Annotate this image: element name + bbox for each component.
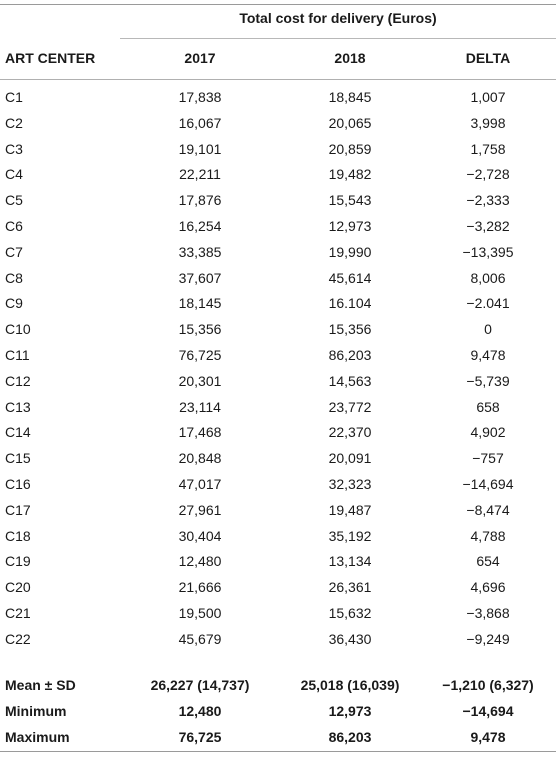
table-cell: 18,145	[178, 295, 222, 312]
table-cell: −757	[472, 450, 504, 467]
top-rule	[0, 4, 556, 5]
table-cell: 12,973	[328, 217, 372, 234]
table-cell: 14,563	[328, 372, 372, 389]
table-cell: 15,356	[328, 321, 372, 338]
summary-row	[0, 699, 556, 725]
table-cell: 26,227 (14,737)	[150, 677, 250, 693]
table-cell: 4,788	[470, 527, 506, 544]
table-cell: 20,091	[328, 450, 372, 467]
summary-row	[0, 673, 556, 699]
table-cell: 19,990	[328, 243, 372, 260]
table-cell: 35,192	[328, 527, 372, 544]
table-cell: 20,301	[178, 372, 222, 389]
table-cell: −14,694	[462, 475, 514, 492]
table-cell: 8,006	[470, 269, 506, 286]
table-cell: 25,018 (16,039)	[300, 677, 400, 693]
row-label: C18	[5, 527, 31, 544]
table-cell: 20,065	[328, 114, 372, 131]
table-cell: −5,739	[466, 372, 510, 389]
table-cell: 23,114	[179, 398, 221, 415]
table-cell: 9,478	[470, 728, 506, 745]
row-label: C11	[5, 346, 30, 363]
row-label: C20	[5, 579, 31, 596]
row-label: C3	[5, 140, 23, 157]
row-label: Maximum	[5, 728, 70, 745]
table-cell: −9,249	[466, 630, 510, 647]
table-cell: 15,632	[328, 604, 372, 621]
table-cell: −3,282	[466, 217, 510, 234]
table-cell: 45,614	[328, 269, 372, 286]
table-cell: 86,203	[328, 728, 372, 745]
column-header-2017: 2017	[184, 50, 216, 66]
row-label: C1	[5, 89, 23, 105]
row-label: C10	[5, 321, 31, 338]
table-row	[0, 240, 556, 266]
table-row	[0, 549, 556, 575]
table-cell: 16,254	[178, 217, 222, 234]
table-row	[0, 137, 556, 163]
table-row	[0, 317, 556, 343]
table-cell: 19,487	[328, 501, 372, 518]
table-cell: 18,845	[328, 89, 372, 105]
table-cell: 12,480	[178, 553, 222, 570]
row-label: C17	[5, 501, 31, 518]
table-cell: −2.041	[466, 295, 510, 312]
row-label: C7	[5, 243, 23, 260]
table-cell: 20,848	[178, 450, 222, 467]
table-cell: 33,385	[178, 243, 222, 260]
table-cell: 86,203	[328, 346, 372, 363]
table-cell: 17,468	[178, 424, 222, 441]
table-cell: −13,395	[462, 243, 514, 260]
table-cell: 21,666	[178, 579, 222, 596]
group-header: Total cost for delivery (Euros)	[239, 10, 437, 26]
table-cell: 15,356	[178, 321, 222, 338]
row-label: C13	[5, 398, 31, 415]
row-label: C14	[5, 424, 31, 441]
table-cell: 36,430	[328, 630, 372, 647]
table-cell: −3,868	[466, 604, 510, 621]
column-header-art-center: ART CENTER	[5, 50, 96, 66]
bottom-rule	[0, 751, 556, 752]
table-cell: −2,728	[466, 166, 510, 183]
row-label: C8	[5, 269, 23, 286]
table-row	[0, 498, 556, 524]
table-cell: −2,333	[466, 192, 510, 209]
table-row	[0, 395, 556, 421]
row-label: C4	[5, 166, 23, 183]
table-row	[0, 111, 556, 137]
table-cell: 26,361	[328, 579, 372, 596]
table-cell: 12,973	[328, 702, 372, 719]
table-body	[0, 85, 556, 653]
table-cell: 23,772	[328, 398, 372, 415]
table-cell: 658	[476, 398, 500, 415]
table-cell: 17,876	[178, 192, 222, 209]
row-label: C15	[5, 450, 31, 467]
table-cell: 32,323	[328, 475, 372, 492]
table-row	[0, 420, 556, 446]
column-header-2018: 2018	[334, 50, 366, 66]
row-label: C6	[5, 217, 23, 234]
table-cell: 76,725	[178, 728, 222, 745]
table-cell: 654	[476, 553, 500, 570]
table-cell: 76,725	[178, 346, 222, 363]
table-cell: −8,474	[466, 501, 510, 518]
row-label: C2	[5, 114, 23, 131]
table-cell: 19,500	[178, 604, 222, 621]
table-row	[0, 524, 556, 550]
row-label: C16	[5, 475, 31, 492]
table-cell: 19,482	[328, 166, 372, 183]
column-header-delta: DELTA	[465, 50, 511, 66]
table-cell: 37,607	[178, 269, 222, 286]
table-row	[0, 85, 556, 111]
row-label: C22	[5, 630, 31, 647]
table-row	[0, 446, 556, 472]
row-label: C12	[5, 372, 31, 389]
table-cell: 22,211	[179, 166, 221, 183]
table-row	[0, 575, 556, 601]
table-row	[0, 188, 556, 214]
table-cell: 4,696	[470, 579, 506, 596]
table-cell: 47,017	[178, 475, 222, 492]
table-cell: 20,859	[328, 140, 372, 157]
table-cell: 27,961	[178, 501, 222, 518]
table-row	[0, 343, 556, 369]
table-cell: 1,007	[470, 89, 506, 105]
row-label: Mean ± SD	[5, 677, 76, 693]
table-cell: 22,370	[328, 424, 372, 441]
table-row	[0, 214, 556, 240]
table-cell: −1,210 (6,327)	[442, 677, 534, 693]
row-label: C19	[5, 553, 31, 570]
table-cell: −14,694	[462, 702, 514, 719]
table-row	[0, 162, 556, 188]
table-cell: 15,543	[328, 192, 372, 209]
group-header-rule	[120, 38, 556, 39]
table-cell: 13,134	[328, 553, 372, 570]
table-cell: 3,998	[470, 114, 506, 131]
table-cell: 30,404	[178, 527, 222, 544]
table-cell: 0	[484, 321, 492, 338]
table-cell: 16,067	[178, 114, 222, 131]
row-label: C21	[5, 604, 31, 621]
table-row	[0, 369, 556, 395]
table-cell: 12,480	[178, 702, 222, 719]
row-label: C9	[5, 295, 23, 312]
header-rule	[0, 79, 556, 80]
table-row	[0, 266, 556, 292]
table-cell: 16.104	[328, 295, 372, 312]
table-summary	[0, 673, 556, 750]
table-cell: 4,902	[470, 424, 506, 441]
table-cell: 45,679	[178, 630, 222, 647]
table-row	[0, 601, 556, 627]
table-cell: 9,478	[470, 346, 506, 363]
table-row	[0, 291, 556, 317]
table-row	[0, 627, 556, 653]
row-label: Minimum	[5, 702, 67, 719]
table-row	[0, 472, 556, 498]
table-cell: 17,838	[178, 89, 222, 105]
table-cell: 19,101	[178, 140, 222, 157]
table-cell: 1,758	[470, 140, 506, 157]
row-label: C5	[5, 192, 23, 209]
summary-row	[0, 725, 556, 751]
